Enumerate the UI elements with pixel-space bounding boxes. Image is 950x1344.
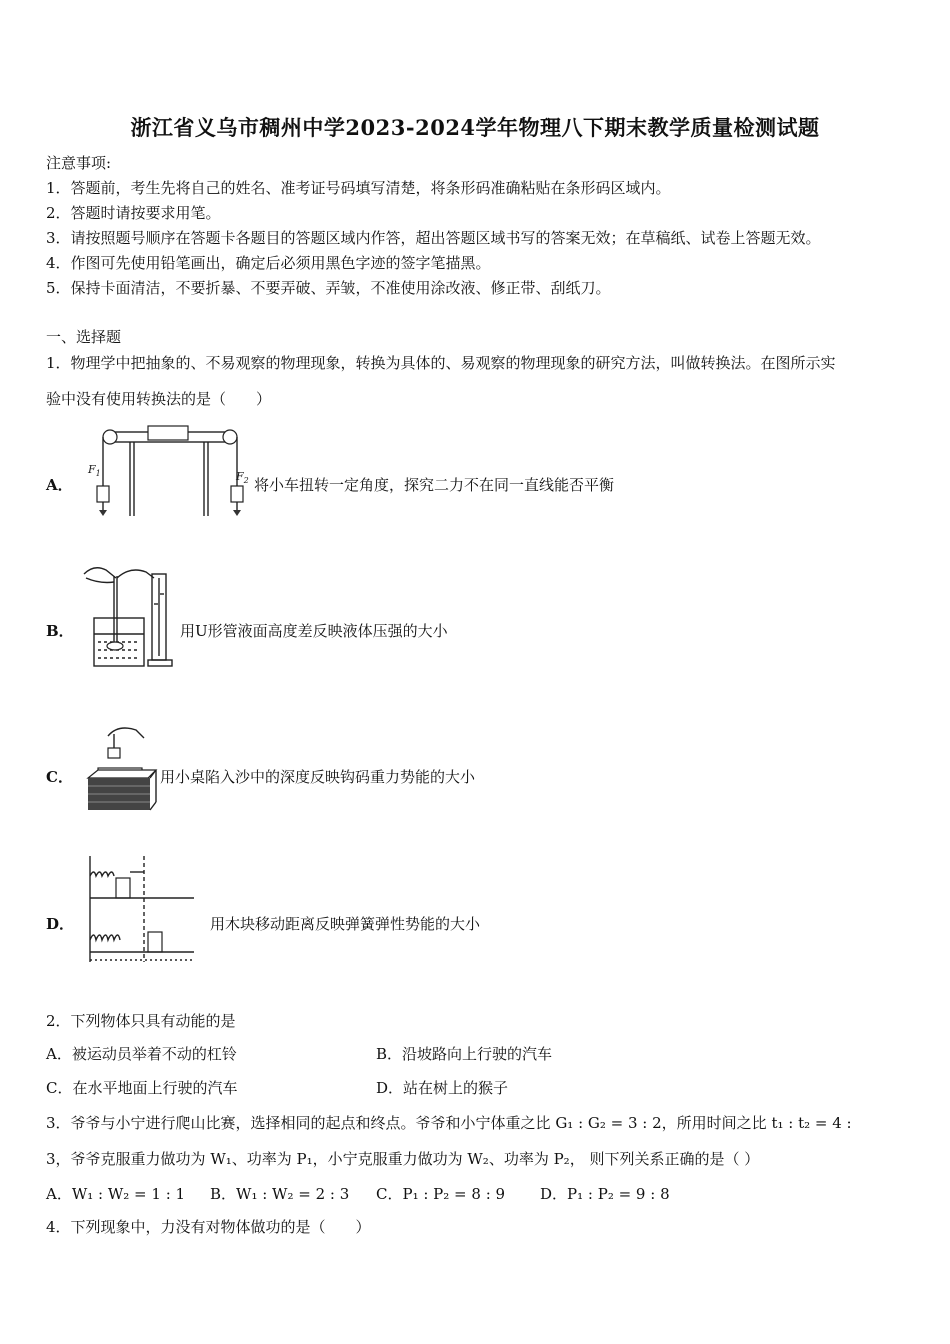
q2-option-b: B．沿坡路向上行驶的汽车	[376, 1045, 553, 1063]
q1-option-c-figure	[84, 722, 160, 814]
spring-bottom	[90, 935, 120, 940]
q1-option-a-figure	[86, 422, 251, 518]
right-weight	[231, 486, 243, 502]
notes-heading: 注意事项:	[46, 154, 112, 172]
force-label-f2: $F_2$	[236, 470, 249, 485]
q1-option-c-text: 用小桌陷入沙中的深度反映钩码重力势能的大小	[160, 768, 476, 786]
q3-option-a: A．W₁ : W₂ = 1 : 1	[46, 1185, 186, 1203]
left-pulley	[103, 430, 117, 444]
note-item: 2．答题时请按要求用笔。	[46, 204, 221, 222]
q1-stem-line2: 验中没有使用转换法的是（ ）	[46, 390, 272, 408]
spring-top	[90, 872, 114, 876]
note-item: 1．答题前，考生先将自己的姓名、准考证号码填写清楚，将条形码准确粘贴在条形码区域内。	[46, 179, 671, 197]
q3-option-d: D．P₁ : P₂ = 9 : 8	[540, 1185, 670, 1203]
q1-option-d-text: 用木块移动距离反映弹簧弹性势能的大小	[210, 915, 481, 933]
q3-option-b: B．W₁ : W₂ = 2 : 3	[210, 1185, 350, 1203]
q3-stem-line1: 3．爷爷与小宁进行爬山比赛，选择相同的起点和终点。爷爷和小宁体重之比 G₁ : G₂ = 3 : 2，所用时间之比 t₁ : t₂ = 4 :	[46, 1114, 852, 1132]
q1-option-c-label: C．	[46, 768, 73, 786]
hook-weight	[108, 748, 120, 758]
q2-stem: 2．下列物体只具有动能的是	[46, 1012, 236, 1030]
q1-option-b-label: B．	[46, 622, 74, 640]
q1-option-a-label: A．	[46, 476, 73, 494]
page-title: 浙江省义乌市稠州中学2023-2024学年物理八下期末教学质量检测试题	[130, 115, 820, 140]
section-heading: 一、选择题	[46, 328, 122, 346]
q1-option-d-figure	[84, 852, 204, 968]
q2-option-a: A．被运动员举着不动的杠铃	[46, 1045, 237, 1063]
q2-option-c: C．在水平地面上行驶的汽车	[46, 1079, 238, 1097]
q1-option-b-text: 用U形管液面高度差反映液体压强的大小	[180, 622, 448, 640]
note-item: 5．保持卡面清洁，不要折暴、不要弄破、弄皱，不准使用涂改液、修正带、刮纸刀。	[46, 279, 611, 297]
q2-option-d: D．站在树上的猴子	[376, 1079, 509, 1097]
hand	[84, 568, 116, 578]
q3-stem-line2: 3，爷爷克服重力做功为 W₁、功率为 P₁，小宁克服重力做功为 W₂、功率为 P₂， 则下列关系正确的是（ ）	[46, 1150, 760, 1168]
right-pulley	[223, 430, 237, 444]
cart	[148, 426, 188, 440]
left-weight	[97, 486, 109, 502]
q1-option-b-figure	[80, 560, 180, 672]
block-top	[116, 878, 130, 898]
q1-option-a-text: 将小车扭转一定角度，探究二力不在同一直线能否平衡	[254, 476, 615, 494]
note-item: 3．请按照题号顺序在答题卡各题目的答题区域内作答，超出答题区域书写的答案无效；在草稿纸、试卷上答题无效。	[46, 229, 821, 247]
q3-option-c: C．P₁ : P₂ = 8 : 9	[376, 1185, 506, 1203]
note-item: 4．作图可先使用铅笔画出，确定后必须用黑色字迹的签字笔描黑。	[46, 254, 491, 272]
force-label-f1: $F_1$	[88, 463, 101, 478]
block-bottom	[148, 932, 162, 952]
q1-option-d-label: D．	[46, 915, 75, 933]
q1-stem-line1: 1．物理学中把抽象的、不易观察的物理现象，转换为具体的、易观察的物理现象的研究方法，叫做转换法。在图所示实	[46, 354, 836, 372]
q4-stem: 4．下列现象中，力没有对物体做功的是（ ）	[46, 1218, 371, 1236]
